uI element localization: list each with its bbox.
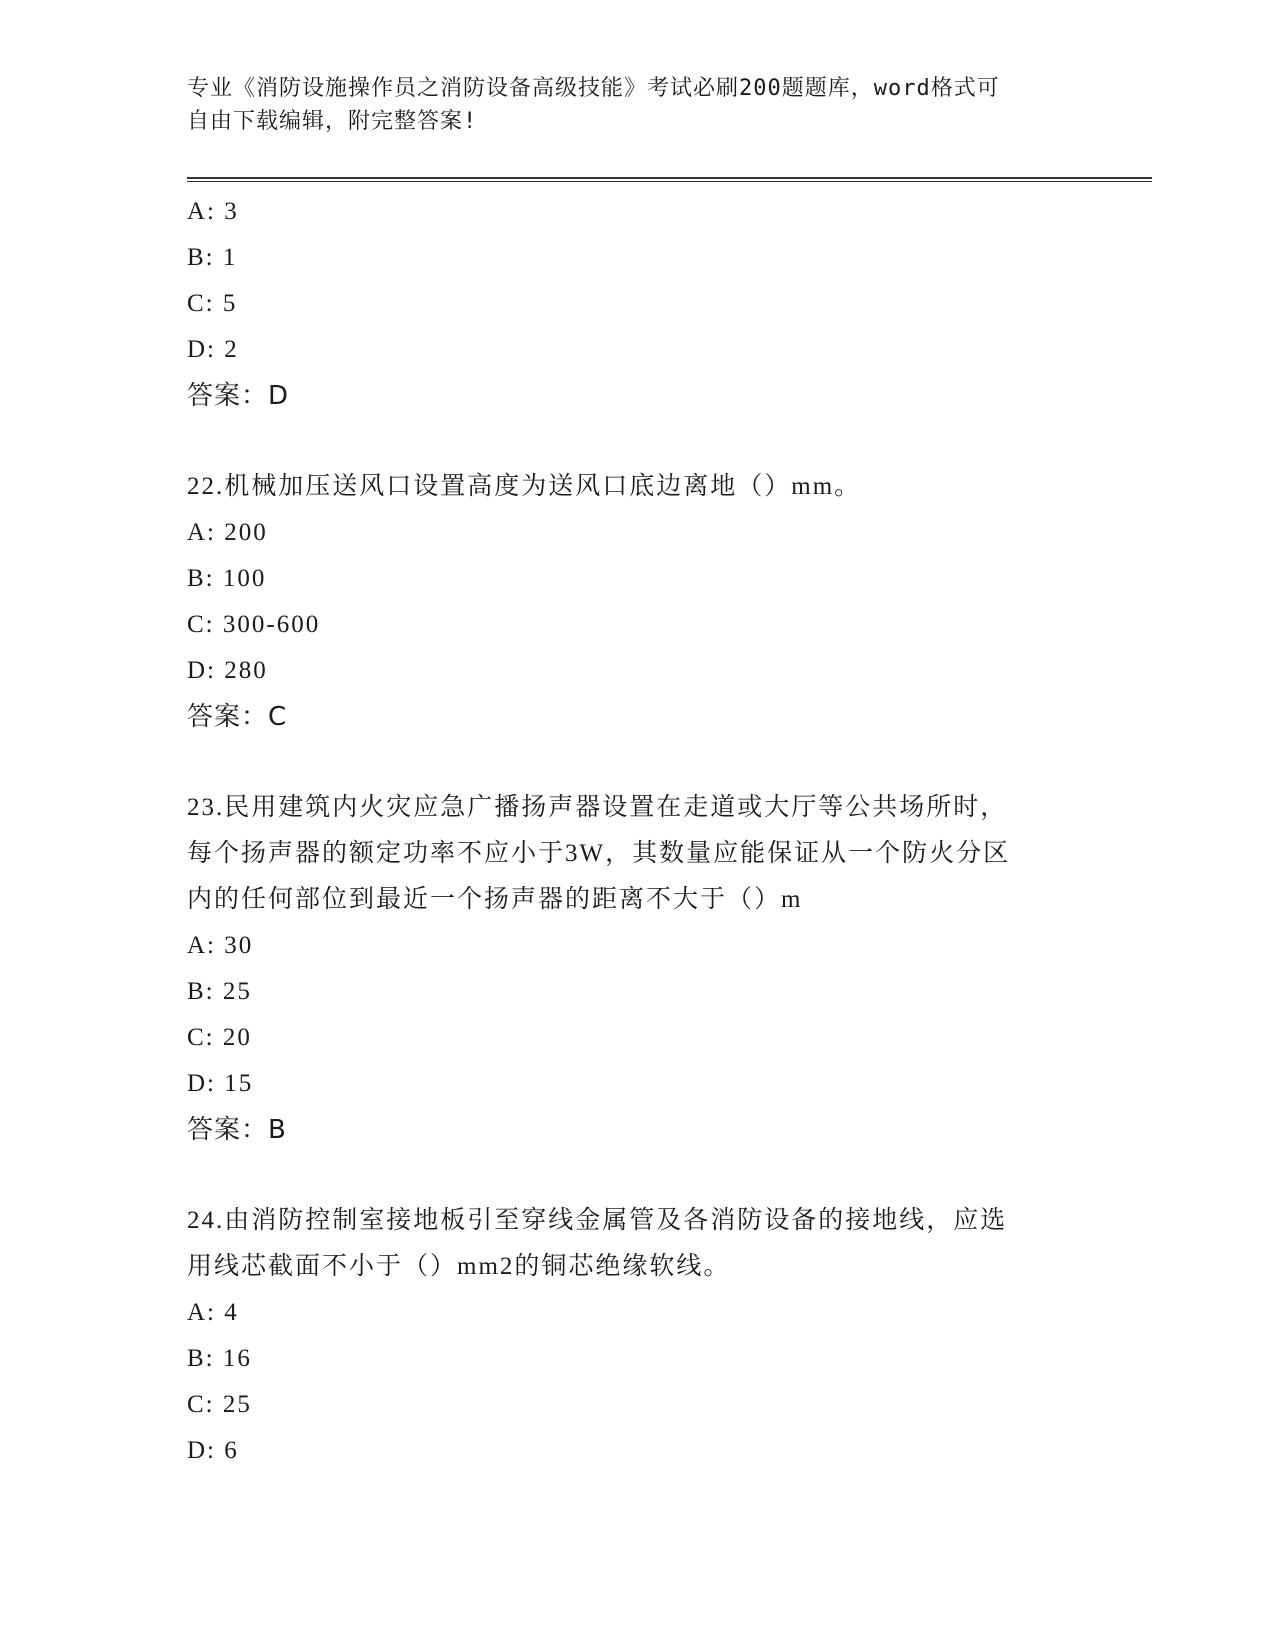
answer-line: 答案：B bbox=[187, 1115, 287, 1145]
spacer bbox=[187, 1153, 1087, 1198]
document-header bbox=[187, 72, 1067, 138]
question-stem: 22.机械加压送风口设置高度为送风口底边离地（）mm。 bbox=[187, 473, 862, 500]
option-a: A: 3 bbox=[187, 198, 239, 225]
option-a: A: 30 bbox=[187, 932, 254, 959]
option-c: C: 20 bbox=[187, 1024, 252, 1051]
question-stem-line-2: 每个扬声器的额定功率不应小于3W，其数量应能保证从一个防火分区 bbox=[187, 840, 1011, 867]
header-line-1: 专业《消防设施操作员之消防设备高级技能》考试必刷200题题库，word格式可 bbox=[187, 76, 1000, 101]
option-d: D: 2 bbox=[187, 336, 239, 363]
question-21 bbox=[187, 189, 1087, 419]
question-stem-line-1: 23.民用建筑内火灾应急广播扬声器设置在走道或大厅等公共场所时， bbox=[187, 794, 1008, 821]
option-c: C: 300-600 bbox=[187, 611, 321, 638]
option-d: D: 6 bbox=[187, 1437, 239, 1464]
option-a: A: 4 bbox=[187, 1299, 239, 1326]
spacer bbox=[187, 419, 1087, 464]
question-24 bbox=[187, 1198, 1087, 1474]
question-list bbox=[187, 189, 1087, 1474]
header-line-2: 自由下载编辑，附完整答案! bbox=[187, 109, 478, 134]
option-c: C: 25 bbox=[187, 1391, 252, 1418]
option-b: B: 25 bbox=[187, 978, 252, 1005]
question-22 bbox=[187, 464, 1087, 740]
option-d: D: 280 bbox=[187, 657, 268, 684]
question-stem-line-3: 内的任何部位到最近一个扬声器的距离不大于（）m bbox=[187, 886, 803, 913]
option-a: A: 200 bbox=[187, 519, 268, 546]
question-stem-line-2: 用线芯截面不小于（）mm2的铜芯绝缘软线。 bbox=[187, 1253, 731, 1280]
option-b: B: 100 bbox=[187, 565, 267, 592]
question-stem-line-1: 24.由消防控制室接地板引至穿线金属管及各消防设备的接地线，应选 bbox=[187, 1207, 1008, 1234]
option-c: C: 5 bbox=[187, 290, 238, 317]
answer-line: 答案：D bbox=[187, 381, 290, 411]
option-d: D: 15 bbox=[187, 1070, 254, 1097]
header-divider bbox=[187, 177, 1152, 182]
answer-line: 答案：C bbox=[187, 702, 288, 732]
question-23 bbox=[187, 785, 1087, 1153]
spacer bbox=[187, 740, 1087, 785]
option-b: B: 1 bbox=[187, 244, 238, 271]
option-b: B: 16 bbox=[187, 1345, 252, 1372]
